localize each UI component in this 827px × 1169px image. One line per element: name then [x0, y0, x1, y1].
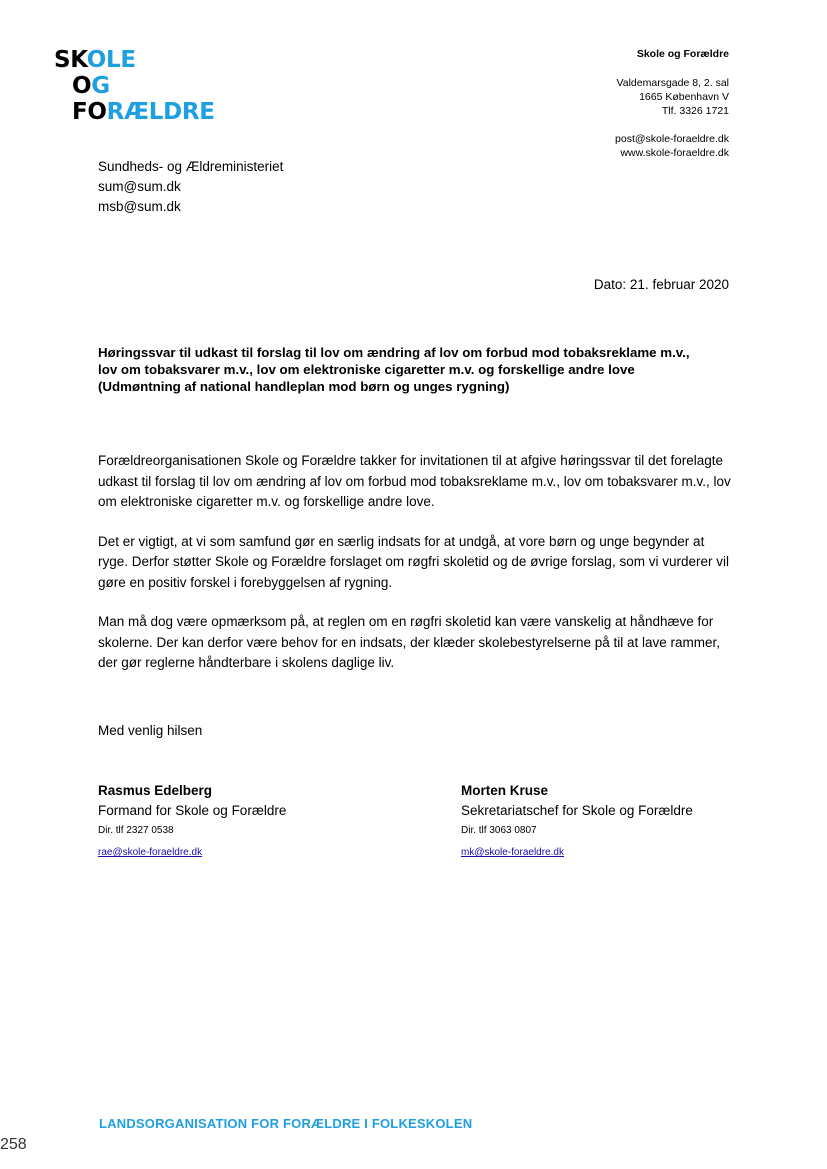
- signatory-name: Rasmus Edelberg: [98, 783, 213, 798]
- signatory-phone: Dir. tlf 3063 0807: [461, 825, 537, 836]
- subject-line-2: lov om tobaksvarer m.v., lov om elektroniske cigaretter m.v. og forskellige andre love: [98, 362, 635, 377]
- recipient-email-2: msb@sum.dk: [98, 199, 181, 214]
- recipient-email-1: sum@sum.dk: [98, 179, 181, 194]
- subject-heading: [98, 344, 738, 395]
- sender-block: [615, 47, 729, 160]
- sender-address-line-1: Valdemarsgade 8, 2. sal: [616, 77, 729, 89]
- skole-og-foraeldre-logo: [54, 47, 254, 127]
- letter-date: Dato: 21. februar 2020: [593, 277, 729, 292]
- signatory-phone: Dir. tlf 2327 0538: [98, 825, 174, 836]
- signatory-title: Sekretariatschef for Skole og Forældre: [461, 803, 693, 818]
- sender-phone: Tlf. 3326 1721: [661, 105, 729, 117]
- signatory-1: [98, 781, 286, 863]
- signatory-email-link[interactable]: mk@skole-foraeldre.dk: [461, 847, 564, 858]
- sender-address-line-2: 1665 København V: [639, 91, 729, 103]
- sender-website: www.skole-foraeldre.dk: [620, 147, 729, 159]
- subject-line-1: Høringssvar til udkast til forslag til lov om ændring af lov om forbud mod tobaksreklame m.v.,: [98, 345, 690, 360]
- letter-body: [98, 451, 738, 693]
- signatory-title: Formand for Skole og Forældre: [98, 803, 287, 818]
- recipient-block: [98, 157, 283, 217]
- logo-line-1: SKOLE: [54, 47, 136, 73]
- signatory-name: Morten Kruse: [461, 783, 549, 798]
- sender-name: Skole og Forældre: [636, 48, 729, 60]
- closing-salutation: Med venlig hilsen: [98, 723, 203, 738]
- logo-line-3: FORÆLDRE: [72, 99, 215, 125]
- organisation-footer: LANDSORGANISATION FOR FORÆLDRE I FOLKESKOLEN: [99, 1116, 473, 1131]
- recipient-name: Sundheds- og Ældreministeriet: [98, 159, 284, 174]
- sender-email: post@skole-foraeldre.dk: [615, 133, 729, 145]
- subject-line-3: (Udmøntning af national handleplan mod børn og unges rygning): [98, 379, 510, 394]
- body-paragraph-3: Man må dog være opmærksom på, at reglen om en røgfri skoletid kan være vanskelig at håndhæve for skolerne. Der kan derfor være behov for en indsats, der klæder skolebestyrelserne på til at lave rammer, der gør reglerne håndterbare i skolens daglige liv.: [98, 614, 721, 670]
- body-paragraph-2: Det er vigtigt, at vi som samfund gør en særlig indsats for at undgå, at vore børn og unge begynder at ryge. Derfor støtter Skole og Forældre forslaget om røgfri skoletid og de øvrige forslag, som vi vurderer vil gøre en positiv forskel i forebyggelsen af rygning.: [98, 533, 729, 590]
- signatory-2: [461, 781, 693, 863]
- page-number: 258: [0, 1136, 27, 1153]
- logo-line-2: OG: [72, 73, 110, 99]
- body-paragraph-1: Forældreorganisationen Skole og Forældre takker for invitationen til at afgive høringssvar til det forelagte udkast til forslag til lov om ændring af lov om forbud mod tobaksreklame m.v., lov om tobaksvarer m.v., lov om elektroniske cigaretter m.v. og forskellige andre love.: [98, 453, 731, 509]
- signatory-email-link[interactable]: rae@skole-foraeldre.dk: [98, 847, 203, 858]
